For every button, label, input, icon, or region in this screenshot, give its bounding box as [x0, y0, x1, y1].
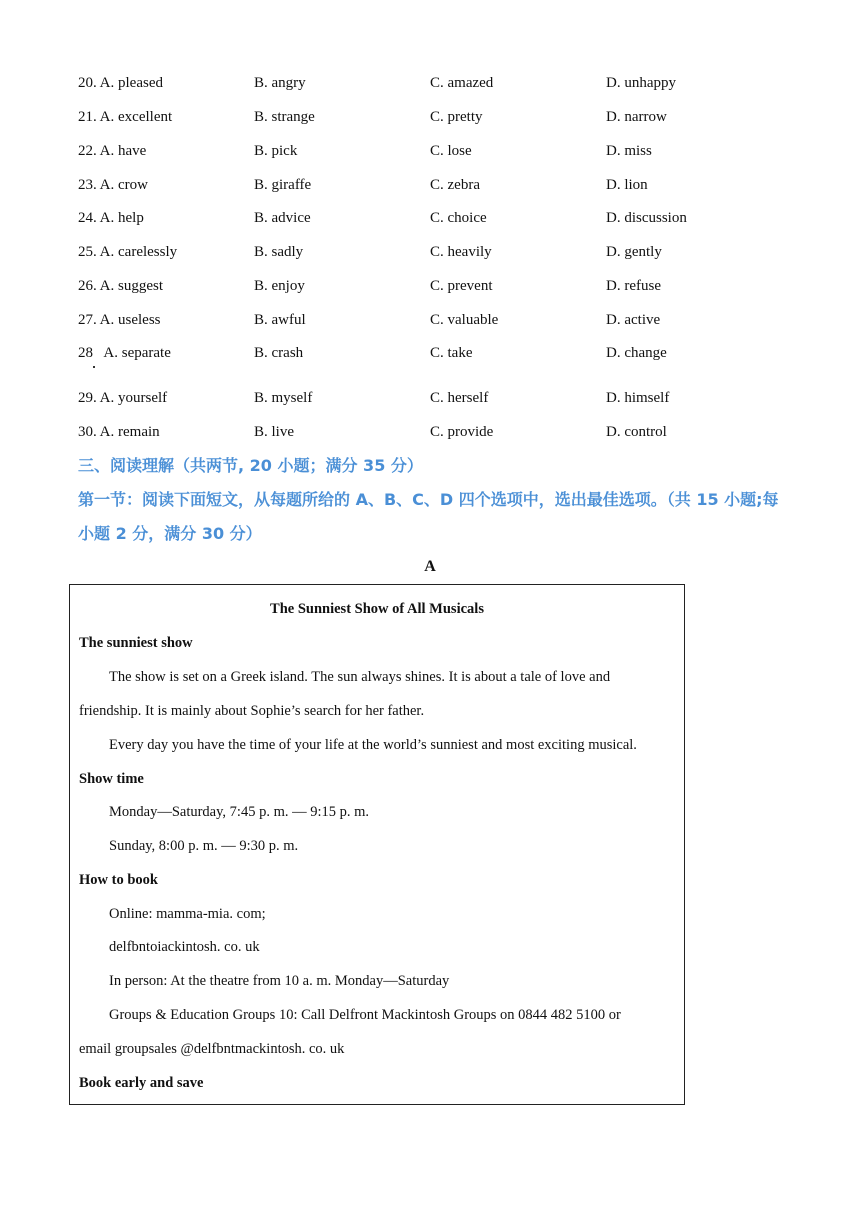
option-c: C. lose	[430, 143, 472, 159]
question-row-23	[78, 175, 778, 195]
option-d: D. discussion	[606, 210, 687, 226]
option-d: D. refuse	[606, 278, 661, 294]
ad-time-weekday: Monday—Saturday, 7:45 p. m. — 9:15 p. m.	[109, 804, 370, 820]
question-row-26	[78, 276, 778, 296]
option-b: B. crash	[254, 345, 304, 361]
section-instructions: 第一节：阅读下面短文，从每题所给的 A、B、C、D 四个选项中，选出最佳选项。（共 15 小题;每小题 2 分，满分 30 分）	[78, 490, 779, 543]
option-c: C. amazed	[430, 75, 494, 91]
option-b: B. giraffe	[254, 177, 312, 193]
option-b: B. advice	[254, 210, 311, 226]
option-b: B. strange	[254, 109, 315, 125]
option-d: D. gently	[606, 244, 662, 260]
ad-paragraph: Every day you have the time of your life at the world’s sunniest and most exciting musical.	[109, 737, 637, 753]
ad-paragraph: The show is set on a Greek island. The sun always shines. It is about a tale of love and	[109, 669, 611, 685]
option-a: 23. A. crow	[78, 177, 148, 193]
option-a: 27. A. useless	[78, 312, 161, 328]
option-b: B. enjoy	[254, 278, 305, 294]
option-c: C. pretty	[430, 109, 483, 125]
ad-heading-show: The sunniest show	[79, 635, 193, 651]
ad-paragraph: friendship. It is mainly about Sophie’s search for her father.	[79, 703, 425, 719]
option-c: C. prevent	[430, 278, 493, 294]
question-row-24	[78, 208, 778, 228]
option-a: 28 A. separate	[78, 345, 171, 361]
option-c: C. heavily	[430, 244, 492, 260]
option-b: B. sadly	[254, 244, 304, 260]
ad-title: The Sunniest Show of All Musicals	[270, 601, 484, 617]
option-d: D. control	[606, 424, 667, 440]
ad-time-sunday: Sunday, 8:00 p. m. — 9:30 p. m.	[109, 838, 299, 854]
option-d: D. lion	[606, 177, 648, 193]
option-d: D. unhappy	[606, 75, 676, 91]
option-b: B. live	[254, 424, 294, 440]
ad-online: Online: mamma-mia. com;	[109, 906, 266, 922]
option-b: B. myself	[254, 390, 313, 406]
option-c: C. provide	[430, 424, 494, 440]
option-a: 22. A. have	[78, 143, 147, 159]
option-a: 25. A. carelessly	[78, 244, 178, 260]
advertisement-box	[69, 584, 685, 1105]
option-d: D. narrow	[606, 109, 667, 125]
ad-website: delfbntoiackintosh. co. uk	[109, 939, 260, 955]
question-row-21	[78, 107, 778, 127]
option-a: 24. A. help	[78, 210, 144, 226]
question-row-29	[78, 388, 778, 408]
option-a: 26. A. suggest	[78, 278, 164, 294]
option-c: C. herself	[430, 390, 489, 406]
option-a: 30. A. remain	[78, 424, 160, 440]
ad-heading-early: Book early and save	[79, 1075, 204, 1091]
question-row-25	[78, 242, 778, 262]
option-c: C. valuable	[430, 312, 499, 328]
passage-letter: A	[424, 558, 436, 575]
option-a: 20. A. pleased	[78, 75, 163, 91]
option-c: C. take	[430, 345, 473, 361]
stray-dot	[93, 366, 95, 368]
option-b: B. angry	[254, 75, 306, 91]
option-c: C. zebra	[430, 177, 480, 193]
question-row-22	[78, 141, 778, 161]
option-d: D. himself	[606, 390, 670, 406]
ad-groups-email: email groupsales @delfbntmackintosh. co. uk	[79, 1041, 345, 1057]
option-d: D. change	[606, 345, 667, 361]
question-row-27	[78, 310, 778, 330]
ad-heading-time: Show time	[79, 771, 144, 787]
option-c: C. choice	[430, 210, 487, 226]
option-b: B. awful	[254, 312, 306, 328]
option-a: 21. A. excellent	[78, 109, 173, 125]
option-a: 29. A. yourself	[78, 390, 168, 406]
option-d: D. miss	[606, 143, 652, 159]
question-row-30	[78, 422, 778, 442]
section-heading: 三、阅读理解（共两节, 20 小题；满分 35 分）	[78, 456, 423, 475]
question-row-28	[78, 343, 778, 363]
ad-heading-book: How to book	[79, 872, 158, 888]
ad-in-person: In person: At the theatre from 10 a. m. Monday—Saturday	[109, 973, 450, 989]
option-d: D. active	[606, 312, 661, 328]
ad-groups: Groups & Education Groups 10: Call Delfront Mackintosh Groups on 0844 482 5100 or	[109, 1007, 621, 1023]
option-b: B. pick	[254, 143, 298, 159]
question-row-20	[78, 73, 778, 93]
